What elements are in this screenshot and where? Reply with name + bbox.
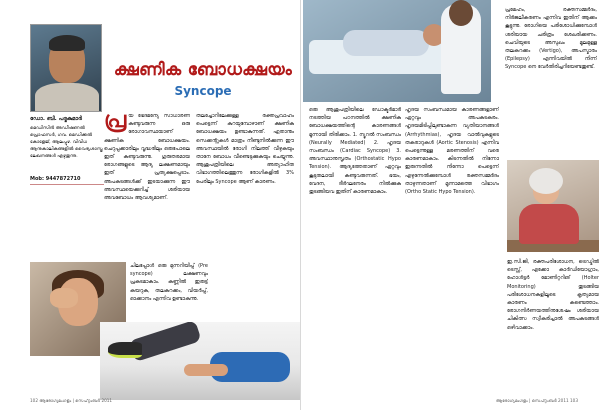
author-bio: മെഡിസിൻ അഡീഷണൽ പ്രൊഫസർ, ഗവ. മെഡിക്കൽ കോളേജ്, ആലപ്പുഴ. വിവിധ ആനുകാലികങ്ങളിൽ വൈദ്യശാസ്ത്ര ലേഖനങ്ങൾ എഴുതുന്നു. bbox=[30, 126, 103, 159]
author-mobile: Mob: 9447872710 bbox=[30, 176, 81, 182]
article-column-5: ഹൃദയ സംബന്ധമായ കാരണങ്ങളാണ് ഏറ്റവും അപകടകരം. ഹൃദയമിടിപ്പിലുണ്ടാകുന്ന വ്യതിയാനങ്ങൾ (Arrhythmias), ഹൃദയ വാൽവുകളുടെ തകരാറുകൾ (Aortic Stenosis) എന്നിവ പെട്ടെന്നുള്ള മരണത്തിന് വരെ കാരണമാകാം. കിടന്നതിൽ നിന്നോ ഇരുന്നതിൽ നിന്നോ പെട്ടെന്ന് എഴുന്നേൽക്കുമ്പോൾ രക്തസമ്മർദം താഴുന്നതാണ് മൂന്നാമത്തെ വിഭാഗം (Ortho Static Hypo Tension). bbox=[405, 107, 499, 196]
woman-hand-shape bbox=[50, 288, 78, 308]
footer-left: 102 ആരോഗ്യമംഗളം | സെപ്റ്റംബർ 2011 bbox=[30, 398, 113, 403]
right-page bbox=[300, 0, 600, 410]
article-column-6: പ്രമേഹം, രക്തസമ്മർദം, നിർജലീകരണം എന്നിവ ഇതിന് ആക്കം കൂട്ടുന്നു. രോഗിയെ പരിശോധിക്കുമ്പോൾ ശരിയായ ചരിത്രം ശേഖരിക്കണം. ചെവിയുടെ അസുഖം മൂലമുള്ള തലകറക്കം (Vertigo), അപസ്മാരം (Epilepsy) എന്നിവയിൽ നിന്ന് Syncope നെ വേർതിരിച്ചറിയേണ്ടതുണ്ട്. bbox=[505, 7, 597, 71]
author-photo bbox=[30, 24, 102, 112]
photo-elderly-woman bbox=[507, 160, 599, 252]
elder-body-shape bbox=[519, 204, 579, 244]
elder-hair-shape bbox=[529, 168, 563, 194]
man-shoe-shape bbox=[108, 342, 142, 358]
article-column-1-text: യ ഭേദമന്യേ സാധാരണ കണ്ടുവരുന്ന ഒരു രോഗാവസ്ഥയാണ് ക്ഷണിക ബോധക്ഷയം. ചെറുപ്പക്കാരിലും വൃദ്ധരിലും ഒരുപോലെ ഇത് കണ്ടുവരുന്നു. ഗുരുതരമായ രോഗങ്ങളുടെ ആദ്യ ലക്ഷണമായും ഇത് പ്രത്യക്ഷപ്പെടാം. അപകടങ്ങൾക്ക് ഇടയാക്കുന്ന ഈ അവസ്ഥയെക്കുറിച്ച് ശരിയായ അവബോധം ആവശ്യമാണ്. bbox=[104, 113, 190, 202]
photo-hospital-patient bbox=[303, 0, 491, 102]
author-name: ഡോ. ബി. പദ്മകുമാർ bbox=[30, 116, 82, 122]
article-column-1 bbox=[104, 112, 190, 262]
drop-cap: പ്ര bbox=[104, 112, 127, 133]
bio-divider bbox=[30, 184, 104, 185]
article-column-3: ചിലപ്പോൾ ഒരു മുന്നറിയിപ്പ് (Pre syncope) ലക്ഷണവും പ്രകടമാകാം. കണ്ണിൽ ഇരുട്ട് കയറുക, തലകറക്കം, വിയർപ്പ്, ഓക്കാനം എന്നിവ ഉണ്ടാകുന്നു. bbox=[130, 263, 208, 302]
doctor-head-shape bbox=[449, 0, 473, 26]
author-hair-shape bbox=[49, 35, 85, 51]
man-arm-shape bbox=[184, 364, 228, 376]
photo-fallen-man bbox=[100, 322, 300, 400]
article-title-english: Syncope bbox=[174, 84, 232, 98]
article-column-2: തലച്ചോറിലേക്കുള്ള രക്തപ്രവാഹം പെട്ടെന്ന് കുറയുമ്പോഴാണ് ക്ഷണിക ബോധക്ഷയം ഉണ്ടാകുന്നത്. ഏതാനും സെക്കന്റുകൾ മാത്രം നീണ്ടുനിൽക്കുന്ന ഈ അവസ്ഥയിൽ രോഗി നിലത്ത് വീഴുകയും താനേ ബോധം വീണ്ടെടുക്കുകയും ചെയ്യുന്നു. ആശുപത്രിയിലെ അത്യാഹിത വിഭാഗത്തിലെത്തുന്ന രോഗികളിൽ 3% പേരിലും Syncope ആണ് കാരണം. bbox=[196, 113, 294, 185]
author-shirt-shape bbox=[35, 83, 99, 112]
article-column-4: ഒരു ആശുപത്രിയിലെ ഡോക്ടർമാർ നടത്തിയ പഠനത്തിൽ ക്ഷണിക ബോധക്ഷയത്തിന്റെ കാരണങ്ങൾ മൂന്നായി തിരിക്കാം. 1. ന്യൂറൽ സംബന്ധം (Neurally Mediated) 2. ഹൃദയ സംബന്ധം (Cardiac Syncope) 3. അവസ്ഥാനുസൃതം (Orthostatic Hypo Tension). ആദ്യത്തേതാണ് ഏറ്റവും കൂടുതലായി കണ്ടുവരുന്നത്. ഭയം, വേദന, ദീർഘനേരം നിൽക്കുക തുടങ്ങിയവ ഇതിന് കാരണമാകാം. bbox=[309, 107, 401, 196]
article-title-malayalam: ക്ഷണിക ബോധക്ഷയം bbox=[113, 60, 293, 80]
patient-shape bbox=[343, 30, 429, 56]
footer-right: ആരോഗ്യമംഗളം | സെപ്റ്റംബർ 2011 103 bbox=[495, 398, 578, 403]
article-column-7: ഇ.സി.ജി, രക്തപരിശോധന, ട്രെഡ്മിൽ ടെസ്റ്റ്, എക്കോ കാർഡിയോഗ്രാം, ഹോൾട്ടർ മോണിറ്ററിങ് (Holter Monitoring) തുടങ്ങിയ പരിശോധനകളിലൂടെ കൃത്യമായ കാരണം കണ്ടെത്താം. രോഗനിർണയത്തിനുശേഷം ശരിയായ ചികിത്സ സ്വീകരിച്ചാൽ അപകടങ്ങൾ ഒഴിവാക്കാം. bbox=[507, 259, 599, 331]
